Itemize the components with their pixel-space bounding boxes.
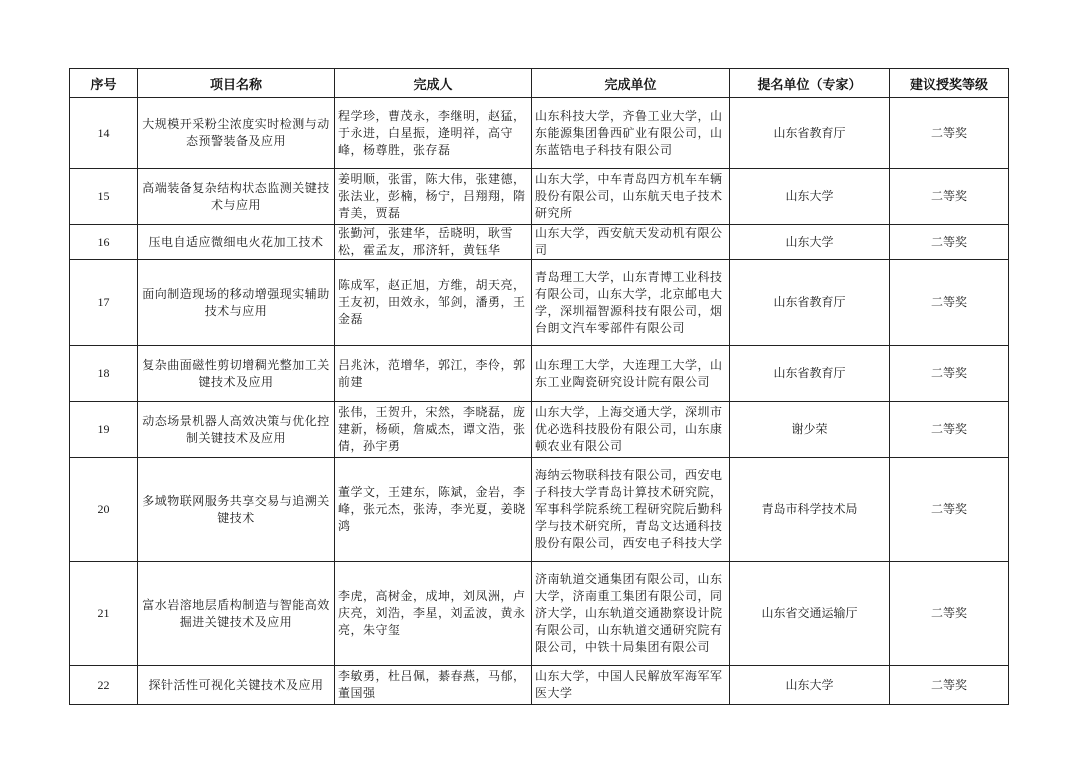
header-nominator: 提名单位（专家） (730, 69, 890, 98)
cell-project-name: 压电自适应微细电火花加工技术 (138, 225, 335, 260)
cell-units: 山东大学，上海交通大学，深圳市优必选科技股份有限公司，山东康顿农业有限公司 (532, 402, 730, 458)
cell-people: 张伟，王贺升，宋然，李晓磊，庞建新，杨硕，詹威杰，谭文浩，张倩，孙宇勇 (335, 402, 532, 458)
cell-grade: 二等奖 (890, 666, 1009, 705)
cell-nominator: 山东省教育厅 (730, 346, 890, 402)
cell-project-name: 探针活性可视化关键技术及应用 (138, 666, 335, 705)
header-units: 完成单位 (532, 69, 730, 98)
cell-nominator: 山东省教育厅 (730, 98, 890, 169)
cell-num: 21 (70, 562, 138, 666)
cell-units: 青岛理工大学，山东青博工业科技有限公司，山东大学，北京邮电大学，深圳福智源科技有限公司，烟台朗文汽车零部件有限公司 (532, 260, 730, 346)
table-row (70, 260, 1009, 346)
cell-num: 15 (70, 169, 138, 225)
header-row (70, 69, 1009, 98)
cell-project-name: 大规模开采粉尘浓度实时检测与动态预警装备及应用 (138, 98, 335, 169)
header-name: 项目名称 (138, 69, 335, 98)
cell-grade: 二等奖 (890, 562, 1009, 666)
cell-grade: 二等奖 (890, 346, 1009, 402)
cell-num: 18 (70, 346, 138, 402)
cell-project-name: 面向制造现场的移动增强现实辅助技术与应用 (138, 260, 335, 346)
cell-nominator: 山东大学 (730, 169, 890, 225)
cell-people: 李敏勇，杜吕佩，綦春燕，马郁，董国强 (335, 666, 532, 705)
cell-grade: 二等奖 (890, 98, 1009, 169)
cell-units: 山东理工大学，大连理工大学，山东工业陶瓷研究设计院有限公司 (532, 346, 730, 402)
table-row (70, 169, 1009, 225)
cell-people: 吕兆沐，范增华，郭江，李伶，郭前建 (335, 346, 532, 402)
header-num: 序号 (70, 69, 138, 98)
table-row (70, 562, 1009, 666)
cell-nominator: 谢少荣 (730, 402, 890, 458)
cell-project-name: 动态场景机器人高效决策与优化控制关键技术及应用 (138, 402, 335, 458)
cell-num: 20 (70, 458, 138, 562)
cell-num: 19 (70, 402, 138, 458)
cell-project-name: 富水岩溶地层盾构制造与智能高效掘进关键技术及应用 (138, 562, 335, 666)
cell-grade: 二等奖 (890, 225, 1009, 260)
cell-people: 董学文，王建东，陈斌，金岩，李峰，张元杰，张涛，李光夏，姜晓鸿 (335, 458, 532, 562)
cell-people: 李虎，高树金，成坤，刘凤洲，卢庆亮，刘浩，李星，刘孟波，黄永亮，朱守玺 (335, 562, 532, 666)
cell-num: 17 (70, 260, 138, 346)
header-grade: 建议授奖等级 (890, 69, 1009, 98)
cell-grade: 二等奖 (890, 458, 1009, 562)
cell-people: 陈成军，赵正旭，方维，胡天亮，王友初，田效永，邹剑，潘勇，王金磊 (335, 260, 532, 346)
cell-units: 山东大学，西安航天发动机有限公司 (532, 225, 730, 260)
cell-nominator: 山东省教育厅 (730, 260, 890, 346)
cell-units: 山东大学，中车青岛四方机车车辆股份有限公司，山东航天电子技术研究所 (532, 169, 730, 225)
table-row (70, 458, 1009, 562)
cell-nominator: 青岛市科学技术局 (730, 458, 890, 562)
cell-people: 姜明顺，张雷，陈大伟，张建德，张法业，彭楠，杨宁，吕翔翔，隋青美，贾磊 (335, 169, 532, 225)
cell-grade: 二等奖 (890, 169, 1009, 225)
cell-grade: 二等奖 (890, 260, 1009, 346)
table-row (70, 98, 1009, 169)
cell-nominator: 山东省交通运输厅 (730, 562, 890, 666)
table-row (70, 666, 1009, 705)
cell-num: 22 (70, 666, 138, 705)
cell-people: 程学珍，曹茂永，李继明，赵猛，于永进，白星振，逄明祥，高守峰，杨尊胜，张存磊 (335, 98, 532, 169)
table-row (70, 402, 1009, 458)
cell-units: 山东大学，中国人民解放军海军军医大学 (532, 666, 730, 705)
cell-units: 山东科技大学，齐鲁工业大学，山东能源集团鲁西矿业有限公司，山东蓝锆电子科技有限公司 (532, 98, 730, 169)
cell-num: 14 (70, 98, 138, 169)
cell-project-name: 高端装备复杂结构状态监测关键技术与应用 (138, 169, 335, 225)
header-people: 完成人 (335, 69, 532, 98)
cell-project-name: 多域物联网服务共享交易与追溯关键技术 (138, 458, 335, 562)
award-table (69, 68, 1009, 705)
table-row (70, 225, 1009, 260)
cell-grade: 二等奖 (890, 402, 1009, 458)
cell-people: 张勤河，张建华，岳晓明，耿雪松，霍孟友，邢济轩，黄钰华 (335, 225, 532, 260)
cell-project-name: 复杂曲面磁性剪切增稠光整加工关键技术及应用 (138, 346, 335, 402)
cell-nominator: 山东大学 (730, 225, 890, 260)
cell-units: 济南轨道交通集团有限公司，山东大学，济南重工集团有限公司，同济大学，山东轨道交通勘察设计院有限公司，山东轨道交通研究院有限公司，中铁十局集团有限公司 (532, 562, 730, 666)
cell-num: 16 (70, 225, 138, 260)
cell-units: 海纳云物联科技有限公司，西安电子科技大学青岛计算技术研究院，军事科学院系统工程研究院后勤科学与技术研究所，青岛文达通科技股份有限公司，西安电子科技大学 (532, 458, 730, 562)
table-row (70, 346, 1009, 402)
cell-nominator: 山东大学 (730, 666, 890, 705)
